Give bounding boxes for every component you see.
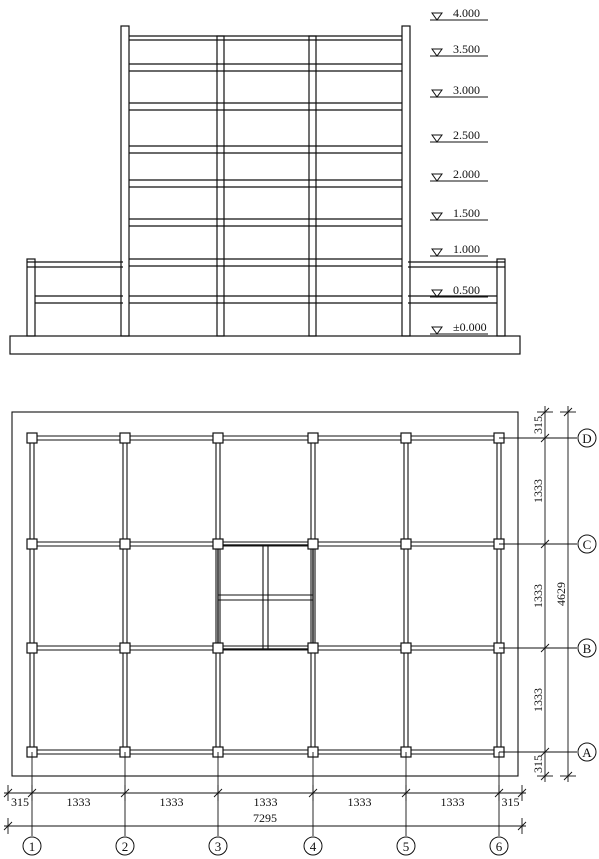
left-wing-column xyxy=(27,259,35,336)
main-column xyxy=(402,26,410,336)
level-label: 3.500 xyxy=(453,42,480,56)
elevation-view xyxy=(10,26,520,354)
plan-column xyxy=(308,433,318,443)
level-label: ±0.000 xyxy=(453,320,487,334)
level-markers xyxy=(430,6,488,334)
axis-label: 2 xyxy=(121,839,129,854)
level-label: 3.000 xyxy=(453,83,480,97)
dim-label: 1333 xyxy=(531,584,545,608)
level-triangle-icon xyxy=(432,49,442,56)
dim-label: 1333 xyxy=(531,688,545,712)
plan-column xyxy=(27,643,37,653)
axis-label: C xyxy=(582,537,592,552)
plan-column xyxy=(213,643,223,653)
level-triangle-icon xyxy=(432,135,442,142)
axis-label: 6 xyxy=(495,839,503,854)
plan-column xyxy=(120,643,130,653)
level-triangle-icon xyxy=(432,13,442,20)
level-label: 2.500 xyxy=(453,128,480,142)
axis-label: D xyxy=(582,431,592,446)
right-wing-column xyxy=(497,259,505,336)
level-label: 1.500 xyxy=(453,206,480,220)
level-triangle-icon xyxy=(432,90,442,97)
dim-label: 315 xyxy=(11,795,29,809)
main-beams xyxy=(129,36,402,303)
dim-label: 1333 xyxy=(531,479,545,503)
plan-column xyxy=(401,433,411,443)
plan-view xyxy=(12,412,518,776)
plan-column xyxy=(213,433,223,443)
base-plinth xyxy=(10,336,520,354)
plan-column xyxy=(120,539,130,549)
plan-column xyxy=(308,643,318,653)
dim-label: 1333 xyxy=(66,795,91,809)
main-column xyxy=(309,36,316,336)
level-triangle-icon xyxy=(432,213,442,220)
dim-label: 1333 xyxy=(159,795,184,809)
plan-column xyxy=(213,539,223,549)
axis-label: 5 xyxy=(402,839,410,854)
plan-column xyxy=(27,539,37,549)
dimension-lines xyxy=(4,406,596,855)
dim-label: 315 xyxy=(531,416,545,434)
axis-label: B xyxy=(582,641,592,656)
level-triangle-icon xyxy=(432,249,442,256)
main-column xyxy=(217,36,224,336)
dim-total-label: 7295 xyxy=(253,811,277,825)
axis-label: 4 xyxy=(309,839,317,854)
level-label: 0.500 xyxy=(453,283,480,297)
central-bay xyxy=(218,545,313,649)
axis-label: A xyxy=(582,745,592,760)
axis-labels xyxy=(11,416,592,854)
plan-column xyxy=(27,433,37,443)
level-label: 2.000 xyxy=(453,167,480,181)
plan-column xyxy=(401,643,411,653)
axis-label: 3 xyxy=(214,839,222,854)
dim-label: 1333 xyxy=(347,795,372,809)
plan-column xyxy=(308,539,318,549)
main-column xyxy=(121,26,129,336)
axis-label: 1 xyxy=(28,839,36,854)
plan-outline xyxy=(12,412,518,776)
dim-label: 1333 xyxy=(440,795,465,809)
plan-column xyxy=(401,539,411,549)
dim-label: 315 xyxy=(531,755,545,773)
level-triangle-icon xyxy=(432,327,442,334)
level-label: 4.000 xyxy=(453,6,480,20)
dim-label: 1333 xyxy=(253,795,278,809)
level-triangle-icon xyxy=(432,174,442,181)
plan-column xyxy=(120,433,130,443)
dim-total-label: 4629 xyxy=(554,582,568,606)
level-label: 1.000 xyxy=(453,242,480,256)
dim-label: 315 xyxy=(501,795,520,809)
